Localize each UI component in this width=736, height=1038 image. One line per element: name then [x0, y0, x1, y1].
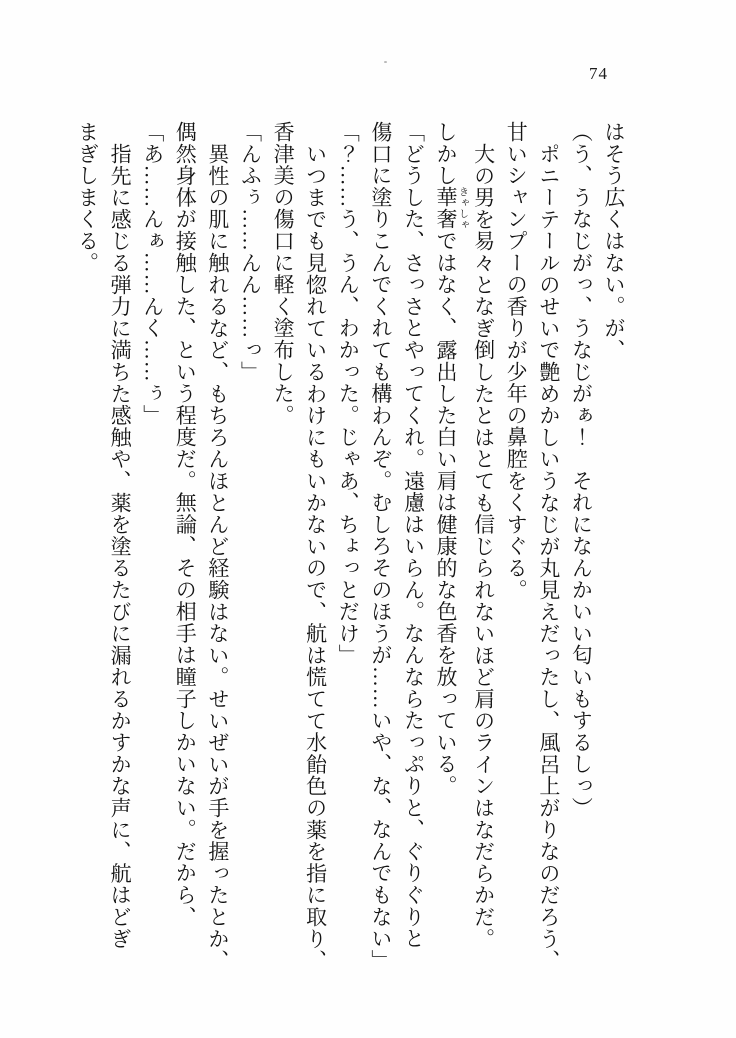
- column-text: ポニーテールのせいで艶めかしいうなじが丸見えだったし、風呂上がりなのだろう、: [536, 143, 561, 972]
- column-text: はそう広くはない。が、: [602, 121, 626, 361]
- text-column-13: [201, 121, 234, 979]
- column-text: まぎしまくる。: [75, 121, 100, 274]
- column-text: 異性の肌に触れるなど、もちろんほとんど経験はない。せいぜいが手を握ったとか、: [205, 143, 230, 972]
- column-text: 「あ……んぁ……んく……ぅ」: [140, 121, 165, 427]
- text-column-16: [104, 121, 137, 979]
- text-column-17: [71, 121, 104, 979]
- column-text: いつまでも見惚れているわけにもいかないので、航は慌てて水飴色の薬を指に取り、: [303, 143, 328, 972]
- text-column-1: [597, 121, 630, 979]
- text-column-11: [266, 121, 299, 979]
- text-column-4: [500, 121, 533, 979]
- text-column-10: [299, 121, 332, 979]
- column-text: 大の男を易々となぎ倒したとはとても信じられないほど肩のラインはなだらかだ。: [471, 143, 496, 950]
- column-text: 「んふぅ……んん……っ」: [238, 121, 263, 383]
- column-text: 香津美の傷口に軽く塗布した。: [271, 121, 296, 427]
- text-column-3: [532, 121, 565, 979]
- text-column-9: [332, 121, 365, 979]
- ruby-text: きゃしゃ: [456, 186, 468, 230]
- column-text: ではなく、露出した白い肩は健康的な色香を放っている。: [434, 230, 459, 797]
- text-column-15: [136, 121, 169, 979]
- column-text: 指先に感じる弾力に満ちた感触や、薬を塗るたびに漏れるかすかな声に、航はどぎ: [108, 143, 133, 950]
- text-column-5: [467, 121, 500, 979]
- ruby-base: 華奢: [434, 186, 459, 231]
- ruby-annotation: [434, 186, 468, 231]
- text-column-8: [364, 121, 397, 979]
- text-block: [71, 121, 630, 979]
- column-text: 甘いシャンプーの香りが少年の鼻腔をくすぐる。: [504, 121, 529, 601]
- text-column-6: [429, 121, 467, 979]
- text-column-14: [169, 121, 202, 979]
- text-column-7: [397, 121, 430, 979]
- column-text: 「？……う、うん、わかった。じゃあ、ちょっとだけ」: [336, 121, 361, 666]
- column-text: 偶然身体が接触した、という程度だ。無論、その相手は瞳子しかいない。だから、: [173, 121, 198, 928]
- column-text: しかし: [434, 121, 459, 187]
- page-number: 74: [589, 64, 608, 83]
- column-text: （う、うなじがっ、うなじがぁ！ それになんかいい匂いもするしっ）: [569, 121, 594, 819]
- column-text: 「どうした、さっさとやってくれ。遠慮はいらん。なんならたっぷりと、ぐりぐりと: [401, 121, 426, 950]
- scan-speck: [384, 61, 387, 63]
- text-column-2: [565, 121, 598, 979]
- text-column-12: [234, 121, 267, 979]
- column-text: 傷口に塗りこんでくれても構わんぞ。むしろそのほうが……いや、な、なんでもない」: [368, 121, 393, 972]
